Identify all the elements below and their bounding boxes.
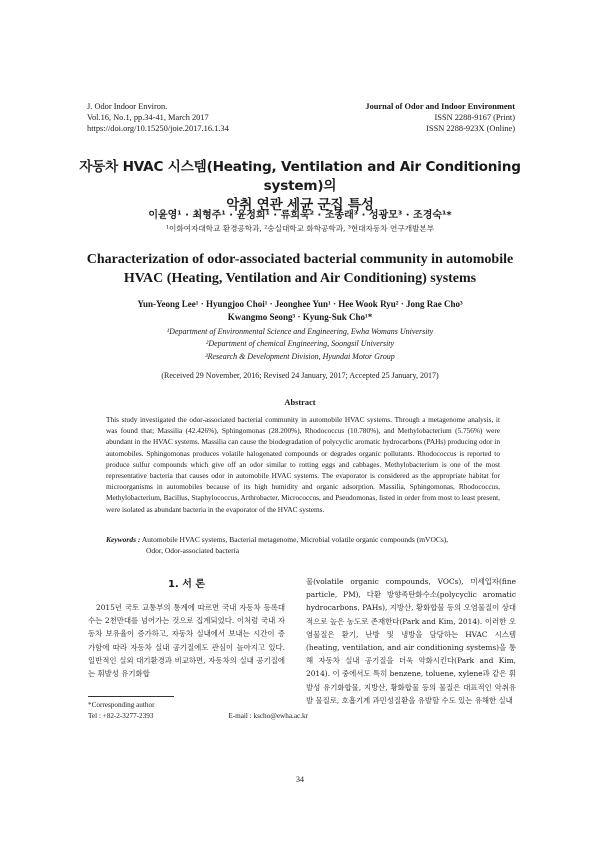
title-korean-line1: 자동차 HVAC 시스템(Heating, Ventilation and Air Conditioning system)의 bbox=[79, 159, 521, 194]
journal-name: Journal of Odor and Indoor Environment bbox=[365, 102, 515, 111]
body-paragraph-right: 물(volatile organic compounds, VOCs), 미세입자(fine particle, PM), 다환 방향족탄화수소(polycyclic aromatic hydrocarbons, PAHs), 지방산, 황화합물 등의 오염물질이 상대적으로 높은 농도로 존재한다(Park and Kim, 2014). 이러한 오염물질은 환기, 난방 및 냉방을 담당하는 HVAC 시스템(heating, ventilation, and air conditioning systems)을 통해 자동차 실내 공기질을 더욱 악화시킨다(Park and Kim, 2014). 이 중에서도 특히 benzene, toluene, xylene과 같은 휘발성 유기화합물, 지방산, 황화합물 등의 물질은 대표적인 악취유발 물질로, 호흡기계 과민성질환을 유발할 수도 있는 유해한 실내 bbox=[306, 577, 516, 705]
title-english bbox=[60, 251, 540, 288]
issn-print: ISSN 2288-9167 (Print) bbox=[434, 113, 515, 123]
affiliation-1: ¹Department of Environmental Science and Engineering, Ewha Womans University bbox=[166, 327, 434, 336]
volume-info: Vol.16, No.1, pp.34-41, March 2017 bbox=[87, 113, 209, 123]
abstract-heading: Abstract bbox=[284, 398, 316, 407]
footnote-tel: Tel : +82-2-3277-2393 bbox=[88, 712, 154, 720]
keywords-line1: Automobile HVAC systems, Bacterial metagenome, Microbial volatile organic compounds (mVOCs), bbox=[141, 535, 449, 544]
journal-abbrev: J. Odor Indoor Environ. bbox=[87, 102, 168, 111]
corresponding-author-footnote bbox=[88, 700, 308, 722]
keywords-line2: Odor, Odor-associated bacteria bbox=[146, 546, 240, 555]
body-paragraph-left: 2015년 국토 교통부의 통계에 따르면 국내 자동차 등록대수는 2천만대를 넘어가는 것으로 집계되었다. 이처럼 국내 자동차 보유율이 증가하고, 자동차 실내에서 보내는 시간이 증가함에 따라 자동차 실내 공기질에도 관심이 높아지고 있다. 일반적인 실외 대기환경과 비교하면, 자동차의 실내 공기질에는 휘발성 유기화합 bbox=[88, 603, 285, 679]
title-english-line2: HVAC (Heating, Ventilation and Air Conditioning) systems bbox=[123, 270, 477, 286]
section-heading-introduction: 1. 서 론 bbox=[167, 579, 206, 590]
body-column-left bbox=[88, 575, 285, 680]
title-korean-line2: 악취 연관 세균 군집 특성 bbox=[226, 197, 374, 213]
affiliation-2: ²Department of chemical Engineering, Soongsil University bbox=[205, 339, 395, 349]
footnote-label: *Corresponding author bbox=[88, 701, 155, 709]
keywords bbox=[106, 534, 506, 556]
keywords-label: Keywords : bbox=[106, 535, 141, 544]
footnote-email[interactable]: E-mail : kscho@ewha.ac.kr bbox=[228, 712, 308, 720]
authors-english bbox=[60, 298, 540, 323]
title-english-line1: Characterization of odor-associated bacterial community in automobile bbox=[86, 252, 514, 267]
footnote-divider bbox=[88, 696, 174, 697]
affiliations-english bbox=[60, 326, 540, 363]
abstract-text: This study investigated the odor-associated bacterial community in automobile HVAC systems. Through a metagenome analysis, it was found that; Massilia (42.426%), Sphingomonas (28.200%), Rhodococcus (10.780%), and Methylobacterium (5.756%) were abundant in the HVAC systems. Massilia can cause the biodegradation of polycyclic aromatic hydrocarbons (PAHs) producing odor in automobiles. Sphingomonas produces volatile halogenated compounds or degrades organic pollutants. Rhodococcus is reported to produce sulfur compounds which give off an odor similar to rotting eggs and cabbages. Methylobacterium is one of the most representative bacteria that causes odor in automobile HVAC systems. The evaporator is considered as the appropriate habitat for microorganisms in automobiles because of its high humidity and organic adsorption. Massilia, Sphingomonas, Rhodococcus, Methylobacterium, Bacillus, Staphylococcus, Arthrobacter, Micrococcus, and Pseudomonas, listed in order from most to least present, were isolated as abundant bacteria in the evaporator of the HVAC systems. bbox=[106, 415, 500, 514]
authors-english-line2: Kwangmo Seong³ · Kyung-Suk Cho¹* bbox=[227, 311, 373, 322]
affiliations-korean: ¹이화여자대학교 환경공학과, ²숭실대학교 화학공학과, ³현대자동차 연구개발본부 bbox=[165, 224, 435, 233]
journal-citation-block bbox=[87, 101, 317, 135]
authors-english-line1: Yun-Yeong Lee¹ · Hyungjoo Choi¹ · Jeonghee Yun¹ · Hee Wook Ryu² · Jong Rae Cho³ bbox=[137, 299, 463, 309]
received-dates: (Received 29 November, 2016; Revised 24 January, 2017; Accepted 25 January, 2017) bbox=[161, 371, 439, 380]
issn-online: ISSN 2288-923X (Online) bbox=[426, 124, 515, 134]
journal-issn-block bbox=[295, 101, 515, 135]
page-number: 34 bbox=[296, 775, 304, 784]
authors-korean: 이윤영¹ · 최형주¹ · 윤정희¹ · 류희욱² · 조종래³ · 성광모³ · 조경숙¹* bbox=[148, 210, 452, 221]
affiliation-3: ³Research & Development Division, Hyundai Motor Group bbox=[205, 351, 395, 361]
doi-link[interactable]: https://doi.org/10.15250/joie.2017.16.1.34 bbox=[87, 124, 229, 134]
